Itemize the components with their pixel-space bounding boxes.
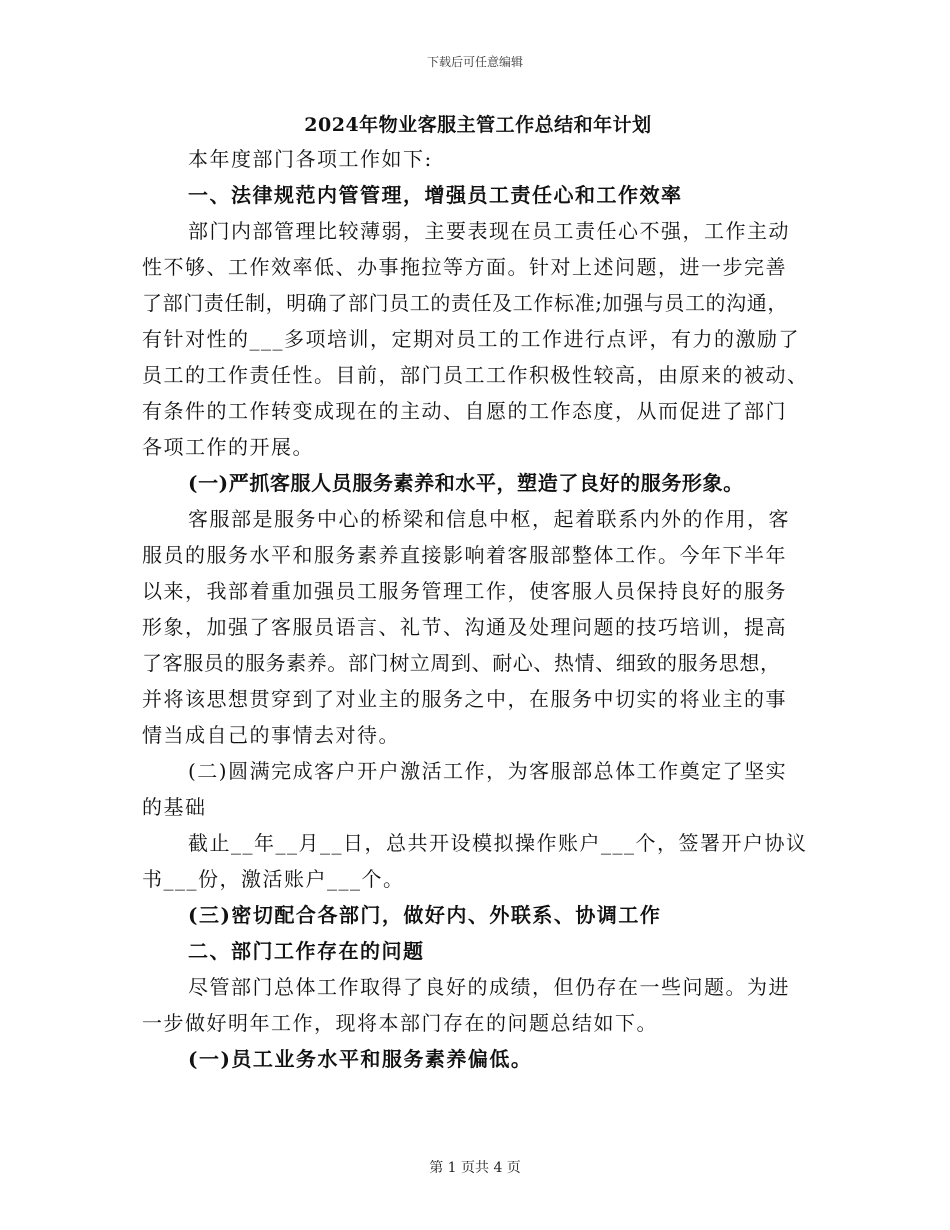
paragraph-line: 客服部是服务中心的桥梁和信息中枢，起着联系内外的作用，客 [188, 507, 790, 531]
header-note: 下载后可任意编辑 [426, 55, 523, 69]
intro-paragraph: 本年度部门各项工作如下: [188, 147, 433, 171]
document-title: 2024年物业客服主管工作总结和年计划 [304, 114, 652, 136]
paragraph-line: 员工的工作责任性。目前，部门员工工作积极性较高，由原来的被动、 [142, 363, 809, 387]
paragraph-line: 尽管部门总体工作取得了良好的成绩，但仍存在一些问题。为进 [188, 975, 790, 999]
paragraph-line: 一步做好明年工作，现将本部门存在的问题总结如下。 [142, 1011, 658, 1035]
paragraph-line: 服员的服务水平和服务素养直接影响着客服部整体工作。今年下半年 [142, 543, 787, 567]
paragraph-line: 情当成自己的事情去对待。 [142, 723, 400, 747]
paragraph-line: 了部门责任制，明确了部门员工的责任及工作标准;加强与员工的沟通， [142, 291, 788, 315]
subsection-heading-1-1: (一)严抓客服人员服务素养和水平，塑造了良好的服务形象。 [188, 471, 744, 495]
page-number-footer: 第 1 页共 4 页 [429, 1160, 521, 1176]
paragraph-line: 有条件的工作转变成现在的主动、自愿的工作态度，从而促进了部门 [142, 399, 787, 423]
document-body [142, 115, 814, 1077]
subsection-heading-1-3: (三)密切配合各部门，做好内、外联系、协调工作 [188, 903, 662, 927]
paragraph-line: 部门内部管理比较薄弱，主要表现在员工责任心不强，工作主动 [188, 219, 790, 243]
section-heading-1: 一、法律规范内管管理，增强员工责任心和工作效率 [188, 183, 683, 207]
section-heading-2: 二、部门工作存在的问题 [188, 939, 425, 963]
paragraph-line: 形象，加强了客服员语言、礼节、沟通及处理问题的技巧培训，提高 [142, 615, 787, 639]
paragraph-line: 性不够、工作效率低、办事拖拉等方面。针对上述问题，进一步完善 [142, 255, 787, 279]
paragraph-line: 书___份，激活账户___个。 [142, 867, 405, 891]
paragraph-line: 有针对性的___多项培训，定期对员工的工作进行点评，有力的激励了 [142, 327, 800, 351]
paragraph-line: 并将该思想贯穿到了对业主的服务之中，在服务中切实的将业主的事 [142, 687, 787, 711]
paragraph-line: 截止__年__月__日，总共开设模拟操作账户___个，签署开户协议 [188, 831, 808, 855]
subsection-heading-2-1: (一)员工业务水平和服务素养偏低。 [188, 1047, 533, 1071]
paragraph-line: 了客服员的服务素养。部门树立周到、耐心、热情、细致的服务思想， [142, 651, 781, 675]
paragraph-line: 以来，我部着重加强员工服务管理工作，使客服人员保持良好的服务 [142, 579, 787, 603]
paragraph-line: 各项工作的开展。 [142, 435, 314, 459]
paragraph-line: 的基础 [142, 795, 207, 819]
subsection-heading-1-2: (二)圆满完成客户开户激活工作，为客服部总体工作奠定了坚实 [188, 759, 788, 783]
